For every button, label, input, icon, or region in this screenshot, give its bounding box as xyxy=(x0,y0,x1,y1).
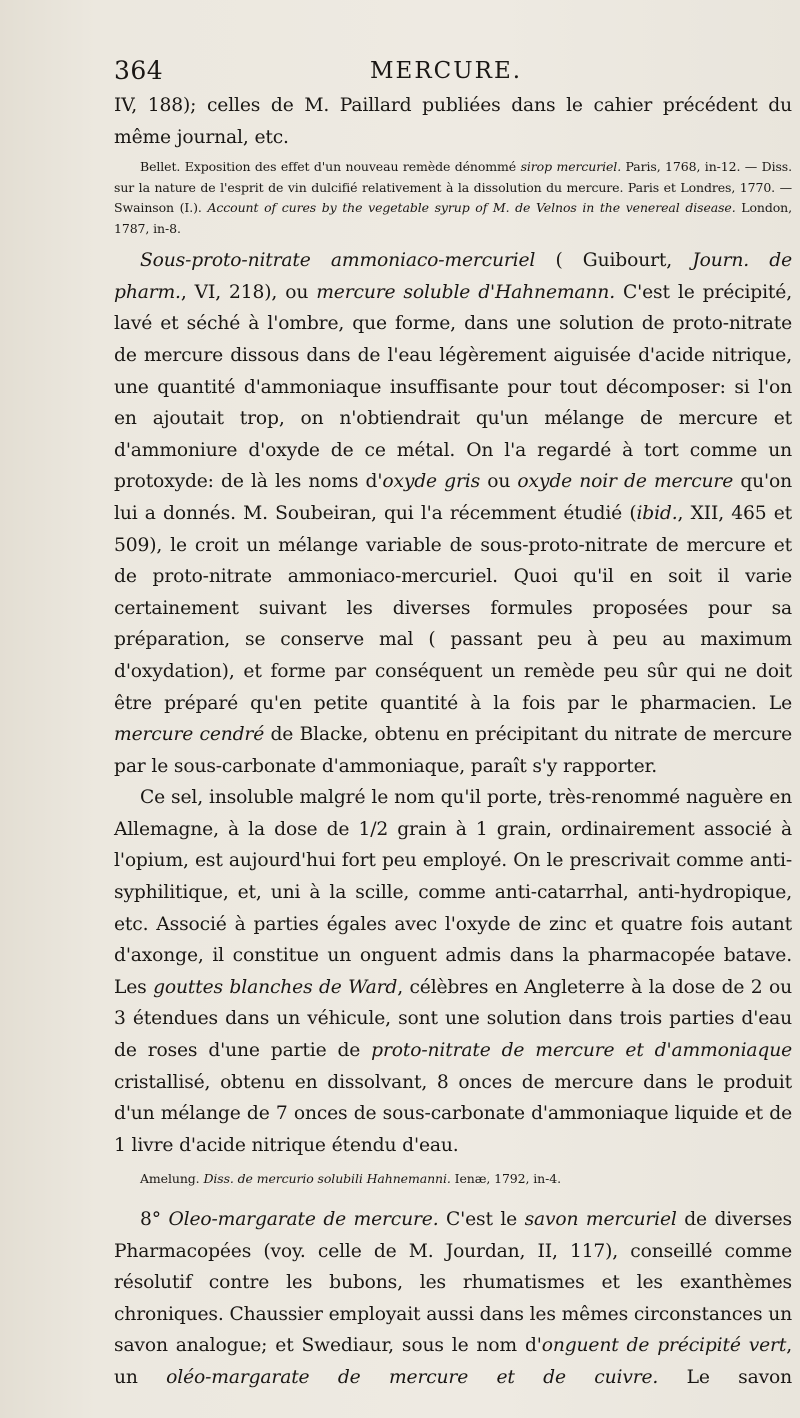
paragraph-usage: Ce sel, insoluble malgré le nom qu'il porte, très-renommé naguère en Allemagne, à la dose de 1/2 grain à 1 grain, ordinairement associé à l'opium, est aujourd'hui fort peu employé. On le prescrivait comme anti-syphilitique, et, uni à la scille, comme anti-catarrhal, anti-hydropique, etc. Associé à parties égales avec l'oxyde de zinc et quatre fois autant d'axonge, il constitue un onguent admis dans la pharmacopée batave. Les gouttes blanches de Ward, célèbres en Angleterre à la dose de 2 ou 3 étendues dans un véhicule, sont une solution dans trois parties d'eau de roses d'une partie de proto-nitrate de mercure et d'ammoniaque cristallisé, obtenu en dissolvant, 8 onces de mercure dans le produit d'un mélange de 7 onces de sous-carbonate d'ammoniaque liquide et de 1 livre d'acide nitrique étendu d'eau. xyxy=(114,787,793,1156)
running-head xyxy=(114,52,792,90)
entry-title-oleo: Oleo-margarate de mercure. xyxy=(168,1208,439,1230)
bibliography-note-amelung: Amelung. Diss. de mercurio solubili Hahnemanni. Ienæ, 1792, in-4. xyxy=(140,1171,561,1187)
bibliography-note: Bellet. Exposition des effet d'un nouveau remède dénommé sirop mercuriel. Paris, 1768, in-12. — Diss. sur la nature de l'esprit de vin dulcifié relativement à la dissolution du mercure. Paris et Londres, 1770. — Swainson (I.). Account of cures by the vegetable syrup of M. de Velnos in the venereal disease. London, 1787, in-8. xyxy=(114,159,792,236)
entry-title: Sous-proto-nitrate ammoniaco-mercuriel xyxy=(140,250,536,272)
page-number: 364 xyxy=(114,56,164,85)
running-title: MERCURE. xyxy=(370,58,523,84)
paragraph-oleo-margarate: 8° Oleo-margarate de mercure. C'est le savon mercuriel de diverses Pharmacopées (voy. celle de M. Jourdan, II, 117), conseillé comme résolutif contre les bubons, les rhumatismes et les exanthèmes chroniques. Chaussier employait aussi dans les mêmes circonstances un savon analogue; et Swediaur, sous le nom d'onguent de précipité vert, un oléo-margarate de mercure et de cuivre. Le savon xyxy=(114,1208,792,1388)
paragraph-continuation: IV, 188); celles de M. Paillard publiées dans le cahier précédent du même journal, etc. xyxy=(114,95,792,148)
paragraph-sous-proto-nitrate: Sous-proto-nitrate ammoniaco-mercuriel ( Guibourt, Journ. de pharm., VI, 218), ou mercure soluble d'Hahnemann. C'est le précipité, lavé et séché à l'ombre, que forme, dans une solution de proto-nitrate de mercure dissous dans de l'eau légèrement aiguisée d'acide nitrique, une quantité d'ammoniaque insuffisante pour tout décomposer: si l'on en ajoutait trop, on n'obtiendrait qu'un mélange de mercure et d'ammoniure d'oxyde de ce métal. On l'a regardé à tort comme un protoxyde: de là les noms d'oxyde gris ou oxyde noir de mercure qu'on lui a donnés. M. Soubeiran, qui l'a récemment étudié (ibid., XII, 465 et 509), le croit un mélange variable de sous-proto-nitrate de mercure et de proto-nitrate ammoniaco-mercuriel. Quoi qu'il en soit il varie certainement suivant les diverses formules proposées pour sa préparation, se conserve mal ( passant peu à peu au maximum d'oxydation), et forme par conséquent un remède peu sûr qui ne doit être préparé qu'en petite quantité à la fois par le pharmacien. Le mercure cendré de Blacke, obtenu en précipitant du nitrate de mercure par le sous-carbonate d'ammoniaque, paraît s'y rapporter. xyxy=(114,250,793,777)
